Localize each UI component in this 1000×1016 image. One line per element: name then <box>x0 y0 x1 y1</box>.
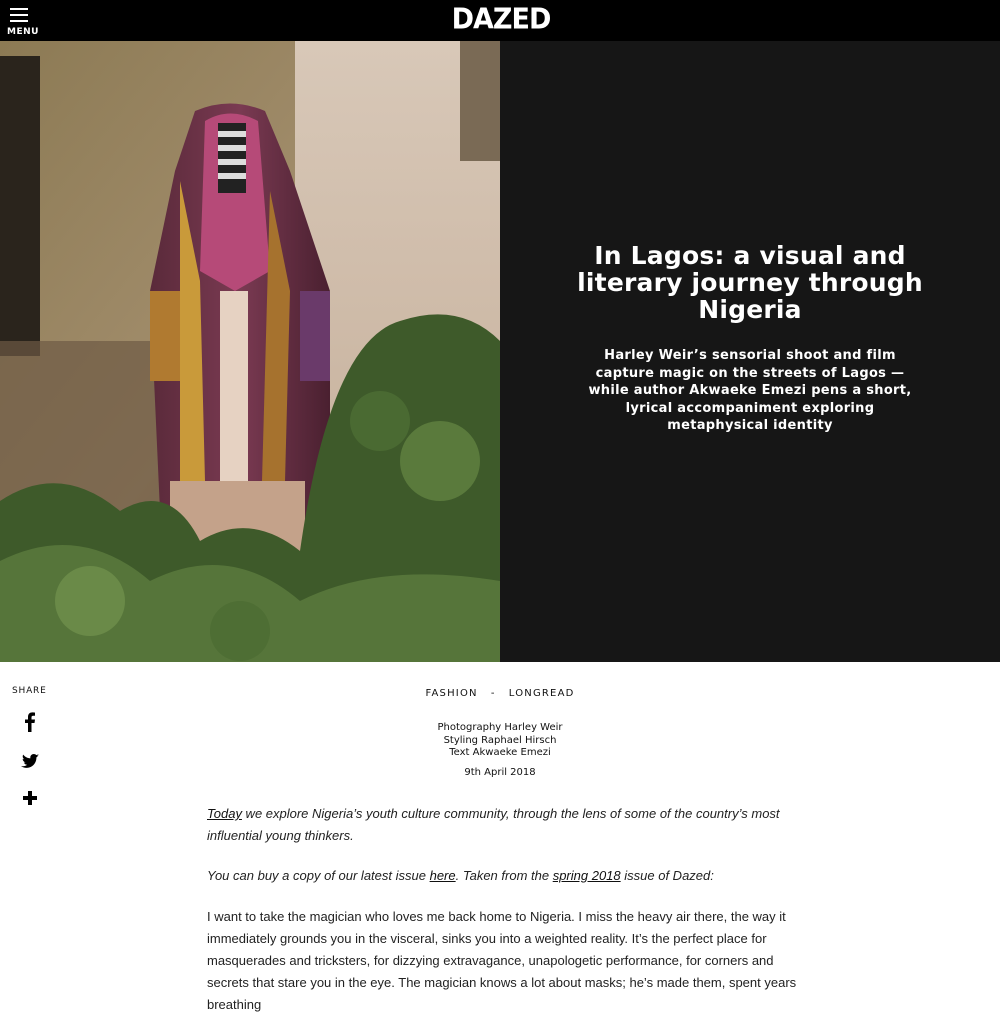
credit-text: Text Akwaeke Emezi <box>449 747 551 758</box>
article-credits <box>0 722 1000 760</box>
hamburger-icon <box>10 8 28 22</box>
tag-longread[interactable]: LONGREAD <box>508 688 575 699</box>
tag-fashion[interactable]: FASHION <box>425 688 478 699</box>
spring-2018-link[interactable]: spring 2018 <box>552 868 621 883</box>
top-navigation-bar <box>0 0 1000 41</box>
menu-label: MENU <box>7 27 39 37</box>
dazed-logo[interactable]: DAZED <box>451 3 551 36</box>
buy-text-1: You can buy a copy of our latest issue <box>207 868 430 883</box>
body-paragraph-1: I want to take the magician who loves me back home to Nigeria. I miss the heavy air there, the way it immediately grounds you in the visceral, sinks you into a weighted reality. It’s the perfect place for masquerades and tricksters, for dizzying extravagance, unapologetic performance, for corners and secrets that stare you in the eye. The magician knows a lot about masks; he’s made them, spent years breathing <box>207 909 797 1012</box>
article-tags <box>0 688 1000 699</box>
publish-date: 9th April 2018 <box>464 767 536 778</box>
article-subtitle: Harley Weir’s sensorial shoot and film capture magic on the streets of Lagos — while author Akwaeke Emezi pens a short, lyrical accompaniment exploring metaphysical identity <box>588 348 912 433</box>
more-share-button[interactable] <box>18 786 42 810</box>
buy-issue-paragraph <box>207 865 797 887</box>
today-link[interactable]: Today <box>207 806 242 821</box>
hero-section <box>0 41 1000 662</box>
article-title: In Lagos: a visual and literary journey through Nigeria <box>577 241 923 324</box>
here-link[interactable]: here <box>429 868 456 883</box>
buy-text-2: . Taken from the <box>455 868 553 883</box>
share-label: SHARE <box>12 686 47 696</box>
intro-text: we explore Nigeria’s youth culture community, through the lens of some of the country’s most influential young thinkers. <box>207 806 780 843</box>
credit-styling: Styling Raphael Hirsch <box>443 734 557 746</box>
tag-separator: - <box>490 688 496 699</box>
credit-photography: Photography Harley Weir <box>437 722 563 733</box>
plus-icon <box>18 786 42 810</box>
hero-photo <box>0 41 500 662</box>
intro-paragraph <box>207 803 797 847</box>
hero-text-panel <box>500 41 1000 662</box>
buy-text-3: issue of Dazed: <box>620 868 714 883</box>
menu-button[interactable] <box>6 6 39 38</box>
